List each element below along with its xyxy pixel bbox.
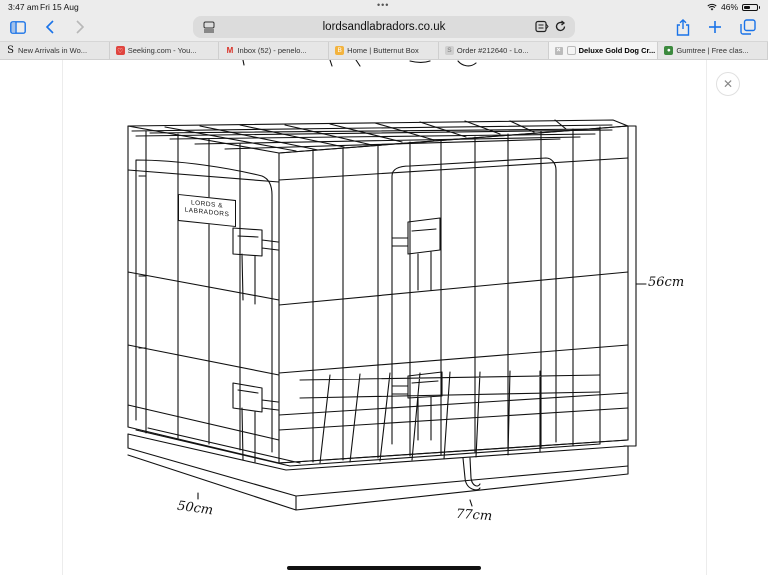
back-icon[interactable] xyxy=(40,17,60,37)
tab-gumtree[interactable] xyxy=(658,42,768,59)
close-tab-icon[interactable]: × xyxy=(556,47,561,54)
tab-label: Inbox (52) - penelo... xyxy=(237,46,307,55)
tab-label: Gumtree | Free clas... xyxy=(676,46,749,55)
sidebar-icon[interactable] xyxy=(8,17,28,37)
gmail-icon: M xyxy=(226,46,234,55)
wifi-icon xyxy=(707,3,717,11)
status-bar xyxy=(0,0,768,14)
reload-icon[interactable] xyxy=(554,20,567,36)
address-bar[interactable] xyxy=(193,16,575,38)
order-icon: S xyxy=(445,46,454,55)
battery-icon xyxy=(742,4,758,11)
multitasking-dots-icon[interactable]: ••• xyxy=(377,0,390,10)
dog-crate-drawing xyxy=(0,60,768,575)
tab-label: Home | Butternut Box xyxy=(347,46,419,55)
butternut-icon: B xyxy=(335,46,344,55)
tab-label: New Arrivals in Wo... xyxy=(18,46,88,55)
reader-icon[interactable] xyxy=(535,20,549,36)
status-time: 3:47 am xyxy=(8,2,39,12)
tab-butternut[interactable] xyxy=(329,42,439,59)
page-content xyxy=(0,60,768,575)
gumtree-icon: ● xyxy=(664,46,673,55)
width-dimension-label: 77cm xyxy=(455,506,493,525)
tab-bar xyxy=(0,41,768,60)
browser-toolbar xyxy=(0,14,768,40)
tab-label: Deluxe Gold Dog Cr... xyxy=(578,46,656,55)
height-dimension-label: 56cm xyxy=(648,275,685,290)
status-right xyxy=(707,2,758,12)
status-date: Fri 15 Aug xyxy=(40,2,79,12)
new-tab-icon[interactable] xyxy=(705,17,725,37)
page-menu-icon[interactable] xyxy=(203,21,215,36)
battery-fill xyxy=(744,6,750,9)
url-text[interactable]: lordsandlabradors.co.uk xyxy=(322,21,446,33)
tab-seeking[interactable] xyxy=(110,42,220,59)
page-icon xyxy=(567,46,576,55)
tab-new-arrivals[interactable] xyxy=(0,42,110,59)
tab-order[interactable] xyxy=(439,42,549,59)
tab-inbox[interactable] xyxy=(219,42,329,59)
tab-deluxe-gold[interactable] xyxy=(549,42,659,59)
close-icon: ✕ xyxy=(722,77,734,91)
forward-icon[interactable] xyxy=(70,17,90,37)
depth-dimension-label: 50cm xyxy=(176,498,215,519)
brand-plate-line2: LABRADORS xyxy=(184,206,230,219)
tab-label: Order #212640 - Lo... xyxy=(456,46,529,55)
home-indicator[interactable] xyxy=(287,566,481,570)
seeking-icon: ♡ xyxy=(117,47,124,55)
tab-label: Seeking.com - You... xyxy=(127,46,197,55)
share-icon[interactable] xyxy=(673,17,693,37)
brand-plate-line1: LORDS & xyxy=(190,199,224,210)
s-logo-icon: S xyxy=(7,45,14,56)
tabs-overview-icon[interactable] xyxy=(738,17,758,37)
battery-percent: 46% xyxy=(720,2,738,12)
